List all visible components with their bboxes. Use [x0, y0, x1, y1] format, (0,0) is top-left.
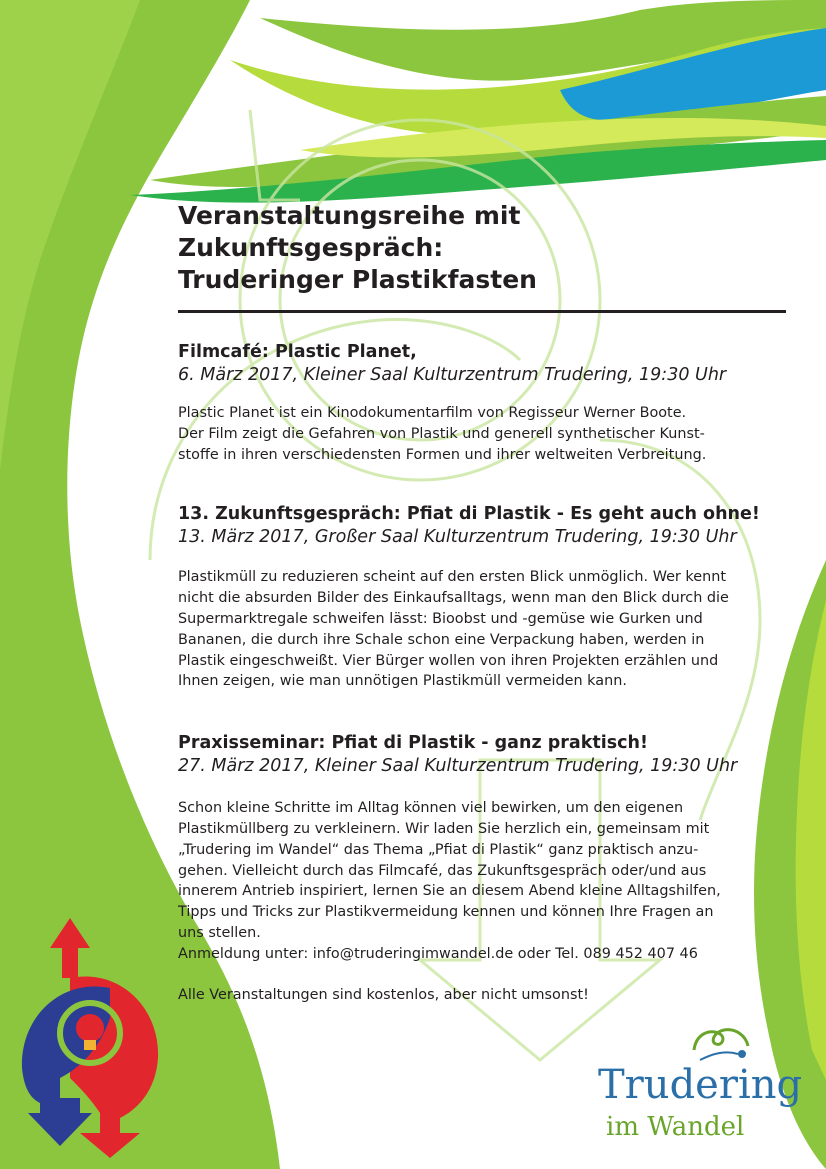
bulb-icon	[76, 1014, 104, 1042]
event-date: 13. März 2017, Großer Saal Kulturzentrum Trudering, 19:30 Uhr	[178, 527, 737, 548]
title-line-1: Veranstaltungsreihe mit Zukunftsgespräch:	[178, 201, 521, 262]
red-arrow-up	[50, 918, 90, 978]
trudering-im-wandel-logo	[590, 1020, 810, 1150]
event-zukunftsgespraech	[178, 503, 786, 692]
event-title: 13. Zukunftsgespräch: Pfiat di Plastik - Es geht auch ohne!	[178, 504, 760, 525]
event-praxisseminar	[178, 732, 786, 964]
event-title: Praxisseminar: Pfiat di Plastik - ganz praktisch!	[178, 733, 648, 754]
title-line-2: Truderinger Plastikfasten	[178, 265, 537, 294]
event-description: Schon kleine Schritte im Alltag können viel bewirken, um den eigenen Plastikmüllberg zu verkleinern. Wir laden Sie herzlich ein, gemeinsam mit „Trudering im Wandel“ das Thema „Pfiat di Plastik“ ganz praktisch anzu- gehen. Vielleicht durch das Filmcafé, das Zukunftsgespräch oder/und aus innerem Antrieb inspiriert, lernen Sie an diesem Abend kleine Alltagshilfen, Tipps und Tricks zur Plastikvermeidung kennen und können Ihre Fragen an uns stellen. Anmeldung unter: info@truderingimwandel.de oder Tel. 089 452 407 46	[178, 800, 721, 962]
logo-text-im-wandel: im Wandel	[606, 1112, 745, 1142]
footer-note: Alle Veranstaltungen sind kostenlos, aber nicht umsonst!	[178, 986, 589, 1003]
event-date: 6. März 2017, Kleiner Saal Kulturzentrum Trudering, 19:30 Uhr	[178, 365, 727, 385]
event-flyer-content	[178, 200, 786, 1020]
logo-text-trudering: Trudering	[598, 1062, 803, 1108]
event-title: Filmcafé: Plastic Planet,	[178, 342, 417, 362]
title-divider	[178, 310, 786, 313]
logo-swirl-icon	[686, 1020, 756, 1068]
blue-arrow-down	[28, 1098, 92, 1146]
registration-contact: Anmeldung unter: info@truderingimwandel.de oder Tel. 089 452 407 46	[178, 945, 698, 962]
event-date: 27. März 2017, Kleiner Saal Kulturzentrum Trudering, 19:30 Uhr	[178, 756, 738, 777]
event-description: Plastikmüll zu reduzieren scheint auf den ersten Blick unmöglich. Wer kennt nicht die absurden Bilder des Einkaufsalltags, wenn man den Blick durch die Supermarktregale schweifen lässt: Bioobst und -gemüse wie Gurken und Bananen, die durch ihre Schale schon eine Verpackung haben, werden in Plastik eingeschweißt. Vier Bürger wollen von ihren Projekten erzählen und Ihnen zeigen, wie man unnötigen Plastikmüll vermeiden kann.	[178, 569, 729, 690]
page-title	[178, 200, 786, 296]
heads-bulb-emblem	[10, 918, 170, 1158]
event-description: Plastic Planet ist ein Kinodokumentarfilm von Regisseur Werner Boote. Der Film zeigt die Gefahren von Plastik und generell synthetischer Kunst- stoffe in ihren verschiedensten Formen und ihrer weltweiten Verbreitung.	[178, 405, 707, 463]
event-filmcafe	[178, 341, 786, 465]
